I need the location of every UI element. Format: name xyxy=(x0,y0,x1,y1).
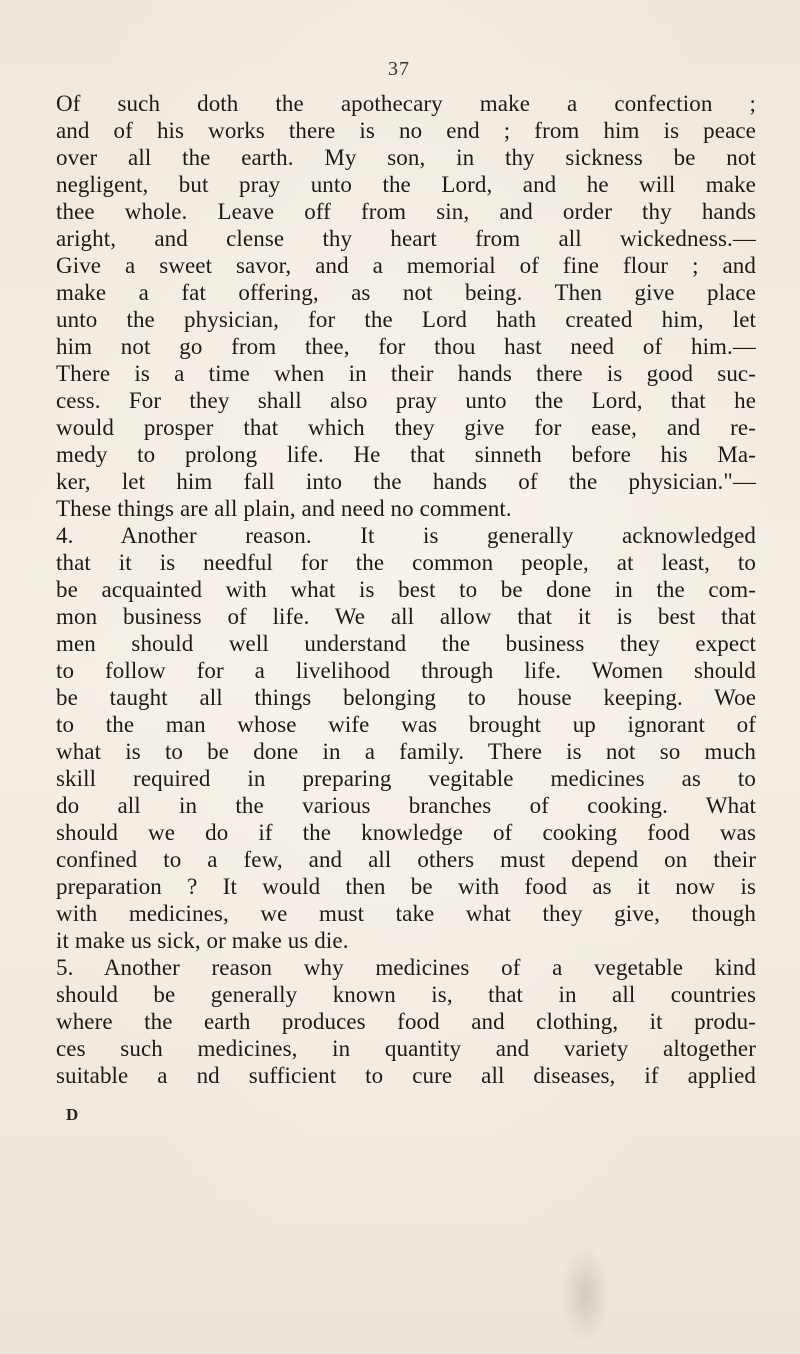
text-line: that it is needful for the common people, at least, to xyxy=(56,550,756,575)
text-line: be taught all things belonging to house keeping. Woe xyxy=(56,685,756,710)
text-line: thee whole. Leave off from sin, and order thy hands xyxy=(56,199,756,224)
text-line: unto the physician, for the Lord hath created him, let xyxy=(56,307,756,332)
text-line: mon business of life. We all allow that it is best that xyxy=(56,604,756,629)
text-line: what is to be done in a family. There is not so much xyxy=(56,739,756,764)
body-text xyxy=(56,90,756,1089)
text-line: with medicines, we must take what they give, though xyxy=(56,901,756,926)
text-line: These things are all plain, and need no comment. xyxy=(56,496,512,521)
text-line: negligent, but pray unto the Lord, and he will make xyxy=(56,172,756,197)
text-line: and of his works there is no end ; from him is peace xyxy=(56,118,756,143)
text-line: medy to prolong life. He that sinneth before his Ma- xyxy=(56,442,756,467)
text-line: where the earth produces food and clothing, it produ- xyxy=(56,1009,756,1034)
text-line: men should well understand the business they expect xyxy=(56,631,756,656)
text-line: should we do if the knowledge of cooking food was xyxy=(56,820,756,845)
text-line: 5. Another reason why medicines of a vegetable kind xyxy=(56,955,756,980)
text-line: suitable a nd sufficient to cure all diseases, if applied xyxy=(56,1063,756,1088)
text-line: should be generally known is, that in all countries xyxy=(56,982,756,1007)
text-line: skill required in preparing vegitable medicines as to xyxy=(56,766,756,791)
text-line: cess. For they shall also pray unto the Lord, that he xyxy=(56,388,756,413)
text-line: aright, and clense thy heart from all wickedness.— xyxy=(56,226,756,251)
text-line: him not go from thee, for thou hast need of him.— xyxy=(56,334,756,359)
text-line: do all in the various branches of cooking. What xyxy=(56,793,756,818)
text-line: it make us sick, or make us die. xyxy=(56,928,349,953)
text-line: would prosper that which they give for ease, and re- xyxy=(56,415,756,440)
text-line: 4. Another reason. It is generally acknowledged xyxy=(56,523,756,548)
page-number: 37 xyxy=(388,58,410,80)
text-line: preparation ? It would then be with food as it now is xyxy=(56,874,756,899)
text-line: ces such medicines, in quantity and variety altogether xyxy=(56,1036,756,1061)
signature-mark: D xyxy=(66,1105,79,1124)
text-line: to follow for a livelihood through life. Women should xyxy=(56,658,756,683)
text-line: make a fat offering, as not being. Then give place xyxy=(56,280,756,305)
text-line: Of such doth the apothecary make a confection ; xyxy=(56,91,756,116)
text-line: over all the earth. My son, in thy sickness be not xyxy=(56,145,756,170)
text-line: confined to a few, and all others must depend on their xyxy=(56,847,756,872)
text-line: be acquainted with what is best to be done in the com- xyxy=(56,577,756,602)
text-line: to the man whose wife was brought up ignorant of xyxy=(56,712,756,737)
text-line: ker, let him fall into the hands of the physician."— xyxy=(56,469,756,494)
text-line: There is a time when in their hands there is good suc- xyxy=(56,361,756,386)
page-smudge xyxy=(560,1245,610,1345)
text-line: Give a sweet savor, and a memorial of fine flour ; and xyxy=(56,253,756,278)
